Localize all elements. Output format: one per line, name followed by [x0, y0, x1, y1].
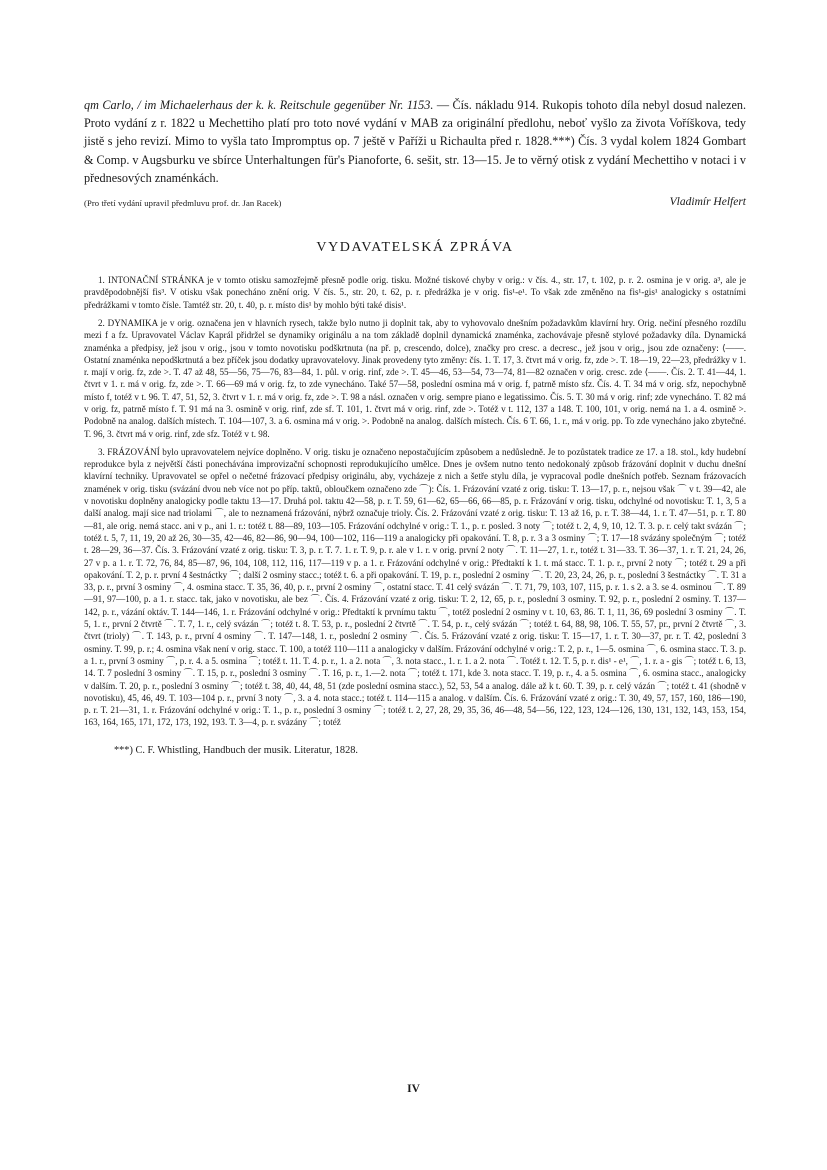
intro-paragraph — [84, 96, 746, 187]
section-dynamics-title: 2. DYNAMIKA — [98, 317, 158, 328]
author-signature: Vladimír Helfert — [669, 196, 746, 209]
page-body — [84, 96, 746, 756]
section-phrasing-text: bylo upravovatelem nejvíce doplněno. V orig. tisku je označeno nepostačujícím způsobem a nedůsledně. Je to pozůstatek tradice ze 17. a 18. stol., kdy hudební reprodukce byla z největší části ponechávána improvizační schopnosti reprodukujícího umělce. Dnes je ovšem nutno tento nedokonalý způsob frázování doplnit v duchu dnešní klavírní techniky. Upravovatel se opřel o nečetné frázovací předpisy originálu, aby, vycházeje z nich a šetře stylu díla, je vypracoval podle dnešních potřeb. Seznam frázovacích znamének v orig. tisku (svázání dvou neb více not po příp. taktů, obloučkem označeno zde ⌒): Čís. 1. Frázování vzaté z orig. tisku: T. 13—17, p. r., nejsou však ⌒ v t. 39—42, ale v novotisku doplněny analogicky podle taktu 13—17. Druhá pol. taktu 42—58, p. r. T. 59, 61—62, 65—66, 66—85, p. r. Frázování v orig. tisku, odchylné od novotisku: T. 1, 3, 5 a další analog. mají sice nad triolami ⌒, ale to neznamená frázování, nýbrž označuje trioly. Čís. 2. Frázování vzaté z orig. tisku: T. 13 až 16, p. r. T. 38—44, 1. r. T. 47—51, p. r. T. 80—81, ale orig. nemá stacc. ani v p., ani 1. r.: totéž t. 88—89, 103—105. Frázování odchylné v orig.: T. 1., p. r. posled. 3 noty ⌒; totéž t. 2, 4, 9, 10, 12. T. 3. p. r. celý takt svázán ⌒; totéž t. 5, 7, 11, 19, 20 až 26, 30—35, 42—46, 82—86, 90—94, 100—102, 116—119 a analogicky při opakování. T. 8, p. r. 3 a 3 osminy ⌒; T. 17—18 svázány společným ⌒; totéž t. 28—29, 36—37. Čís. 3. Frázování vzaté z orig. tisku: T. 3, p. r. T. 7. 1. r. T. 9, p. r. ale v 1. r. v orig. první 2 noty ⌒. T. 11—27, 1. r., totéž t. 31—33. T. 36—37, 1. r. T. 21, 24, 26, 27 v p. a 1. r. T. 72, 76, 84, 85—87, 96, 104, 108, 112, 116, 117—119 v p. a 1. r. Frázování odchylné v orig.: Předtaktí k 1. t. má stacc. T. 1. p. r., první 2 noty ⌒; totéž t. 29 a při opakování. T. 2, p. r. první 4 šestnáctky ⌒; další 2 osminy stacc.; totéž t. 6. a při opakování. T. 19, p. r., poslední 2 osminy ⌒. T. 20, 23, 24, 26, p. r., poslední 3 šestnáctky ⌒. T. 31 a 33, p. r., první 3 osminy ⌒, 4. osmina stacc. T. 35, 36, 40, p. r., první 2 osminy ⌒, ostatní stacc. T. 41 celý svázán ⌒. T. 71, 79, 103, 107, 115, p. r. 1. s 2. a 3. se 4. osminou ⌒. T. 89—91, 97—100, p. a 1. r. stacc. tak, jako v novotisku, ale bez ⌒. Čís. 4. Frázování vzaté z orig. tisku: T. 2, 12, 65, p. r., poslední 3 osminy. T. 92, p. r., poslední 2 osminy. T. 137—142, p. r., vázání oktáv. T. 144—146, 1. r. Frázování odchylné v orig.: Předtaktí k prvnímu taktu ⌒, totéž poslední 2 osminy v t. 10, 63, 86. T. 1, 11, 36, 69 poslední 3 osminy ⌒. T. 5, 1. r., první 2 čtvrtě ⌒. T. 7, 1. r., celý svázán ⌒; totéž t. 8. T. 53, p. r., poslední 2 čtvrtě ⌒. T. 54, p. r., celý svázán ⌒; totéž t. 64, 88, 98, 106. T. 55, 57, pr., první 2 čtvrtě ⌒, 3. čtvrt (trioly) ⌒. T. 143, p. r., první 4 osminy ⌒. T. 147—148, 1. r., poslední 2 osminy ⌒. Čís. 5. Frázování vzaté z orig. tisku: T. 15—17, 1. r. T. 30—37, pr. r. T. 42, poslední 3 osminy. T. 99, p. r.; 4. osmina však není v orig. stacc. T. 100, a totéž 110—111 a analogicky v dalším. Frázování odchylné v orig.: T. 2, p. r., 1—5. osmina ⌒, 6. osmina stacc. T. 3. p. a 1. r., první 3 osminy ⌒, p. r. 4. a 5. osmina ⌒; totéž t. 11. T. 4. p. r., 1. a 2. nota ⌒, 3. nota stacc., 1. r. 1. a 2. nota ⌒. Totéž t. 12. T. 5, p. r. dis¹ - e¹, ⌒, 1. r. a - gis ⌒; totéž t. 6, 13, 14. T. 7 poslední 3 osminy ⌒. T. 15, p. r., poslední 3 osminy ⌒. T. 16, p. r., 1.—2. nota ⌒; totéž t. 171, kde 3. nota stacc. T. 19, p. r., 4. a 5. osmina ⌒, 6. osmina stacc., analogicky v dalším. T. 20, p. r., poslední 3 osminy ⌒; totéž t. 38, 40, 44, 48, 51 (zde poslední osmina stacc.), 52, 53, 54 a analog. dále až k t. 60. T. 39, p. r. celý vázán ⌒; totéž t. 41 (shodně v novotisku), 45, 46, 49. T. 103—104 p. r., první 3 noty ⌒, 3. a 4. nota stacc.; totéž t. 114—115 a analog. v dalším. Čís. 6. Frázování vzaté z orig.: T. 30, 49, 57, 157, 160, 186—190, p. r. T. 21—31, 1. r. Frázování odchylné v orig.: T. 1., p. r., poslední 3 osminy ⌒; totéž t. 2, 27, 28, 29, 35, 36, 46—48, 54—56, 122, 123, 124—126, 130, 131, 132, 143, 153, 154, 163, 164, 165, 171, 172, 173, 192, 193. T. 3—4, p. r. svázány ⌒; totéž — [84, 446, 746, 728]
intro-source-tail: qm Carlo, / im Michaelerhaus der k. k. Reitschule gegenüber Nr. 1153. — [84, 98, 434, 112]
page-number: IV — [407, 1083, 420, 1095]
revision-note: (Pro třetí vydání upravil předmluvu prof. dr. Jan Racek) — [84, 198, 282, 209]
section-intonation — [84, 274, 746, 311]
section-phrasing — [84, 446, 746, 729]
section-dynamics-text: je v orig. označena jen v hlavních rysech, takže bylo nutno ji doplnit tak, aby to vyhovovalo dnešním požadavkům klavírní hry. Orig. nečiní přesného rozdílu mezi f a fz. Upravovatel Václav Kaprál přidržel se dynamiky originálu a na tom základě doplnil dynamická znaménka, zachovávaje přesně stylové požadavky díla. Dynamická znaménka a předpisy, jež jsou v orig., jsou v tomto novotisku podškrtnuta (na př. p, crescendo, dolce), značky pro cresc. a decresc., jež jsou v orig., jsou zde označeny: ⟨——. Ostatní znaménka nepodškrtnutá a bez příček jsou dodatky upravovatelovy. Jinak provedeny tyto změny: čís. 1. T. 17, 3. čtvrt má v orig. fz, zde >. T. 18—19, 22—23, předrážky v 1. r. mají v orig. fz, zde >. T. 47 až 48, 55—56, 75—76, 83—84, 1. půl. v orig. rinf, zde >. T. 45—46, 53—54, 73—74, 81—82 označen v orig. cresc. zde ⟨——. Čís. 2. T. 41—44, 1. čtvrt v 1. r. má v orig. fz, zde >. T. 66—69 má v orig. fz, to zde vynecháno. Také 57—58, poslední osmina má v orig. f, patrně místo sfz. Čís. 4. T. 34 má v orig. sfz, nepochybně místo f, totéž v t. 96. T. 47, 51, 52, 3. čtvrt v 1. r. má v orig. fz, zde >. T. 98 a násl. označen v orig. sempre piano e legatissimo. Čís. 5. T. 30 má v orig. rinf; zde vynecháno. T. 82 má v orig. fz, patrně místo f. T. 91 má na 3. osmině v orig. rinf, zde sf. T. 101, 1. čtvrt má v orig. rinf, zde >. Totéž v t. 112, 137 a 148. T. 100, 101, v orig. nemá na 1. a 4. osmině >. Podobně na analog. dalších místech. T. 104—107, 3. a 6. osmina má v orig. >. Podobně na analog. dalších místech. Čís. 6 T. 66, 1. r., má v orig. pp. To zde vynecháno jako zbytečné. T. 96, 3. čtvrt má v orig. rinf, zde sfz. Totéž v t. 98. — [84, 317, 747, 439]
signature-row — [84, 194, 746, 218]
section-heading: VYDAVATELSKÁ ZPRÁVA — [316, 240, 514, 256]
section-intonation-text: je v tomto otisku samozřejmě přesně podle orig. tisku. Možné tiskové chyby v orig.: v čís. 4., str. 17, t. 102, p. r. 2. osmina je v orig. a³, ale je pravděpodobnější fis³. V otisku však ponecháno znění orig. V čís. 5., str. 20, t. 62, p. r. předrážka je v orig. fis¹-e¹. To však zde změněno na fis¹-gis¹ analogicky s ostatními předrážkami v tomto čísle. Tamtéž str. 20, t. 40, p. r. místo dis¹ by mohlo býti také disis¹. — [84, 275, 746, 310]
footnote: ***) C. F. Whistling, Handbuch der musik. Literatur, 1828. — [114, 744, 358, 756]
section-phrasing-title: 3. FRÁZOVÁNÍ — [98, 446, 160, 457]
section-dynamics — [84, 317, 746, 440]
section-intonation-title: 1. INTONAČNÍ STRÁNKA — [98, 275, 204, 286]
intro-text: — Čís. nákladu 914. Rukopis tohoto díla nebyl dosud nalezen. Proto vydání z r. 1822 u Mechettiho platí pro toto nové vydání v MAB za originální předlohu, neboť vyšlo za života Voříškova, tedy jistě s jeho revizí. Mimo to vyšla tato Impromptus op. 7 ještě v Paříži u Richaulta před r. 1828.***) Čís. 3 vydal kolem 1824 Gombart & Comp. v Augsburku ve sbírce Unterhaltungen für's Pianoforte, 6. sešit, str. 13—15. Je to věrný otisk z vydání Mechettiho v notaci i v přednesových znaménkách. — [84, 98, 746, 185]
